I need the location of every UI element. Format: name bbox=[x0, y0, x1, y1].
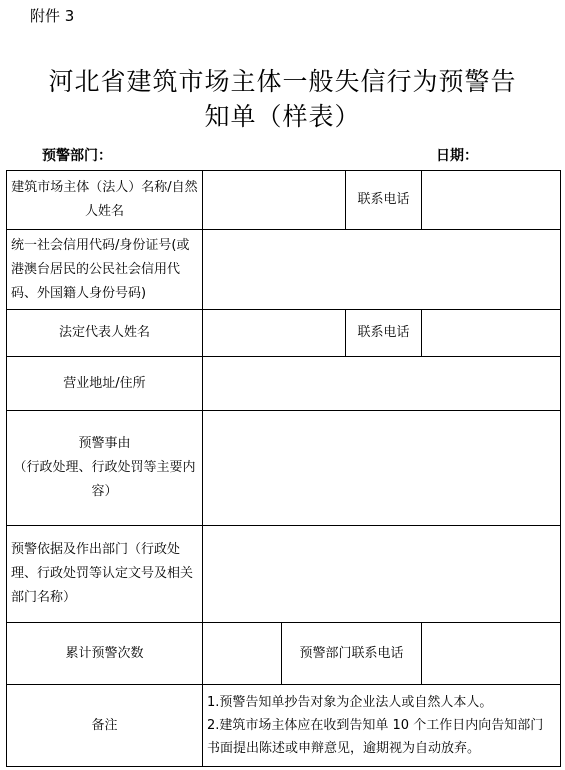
credit-code-label-cell: 统一社会信用代码/身份证号(或港澳台居民的公民社会信用代码、外国籍人身份号码) bbox=[7, 230, 203, 310]
dept-phone-label-cell: 预警部门联系电话 bbox=[282, 623, 422, 685]
remark-label-cell: 备注 bbox=[7, 685, 203, 767]
table-row bbox=[7, 623, 561, 685]
warning-reason-value-cell[interactable] bbox=[203, 411, 561, 526]
warning-notice-form-table bbox=[6, 170, 561, 767]
form-title-line-1: 河北省建筑市场主体一般失信行为预警告 bbox=[48, 67, 517, 96]
remark-notes-cell bbox=[203, 685, 561, 767]
table-row bbox=[7, 411, 561, 526]
form-title-line-2: 知单（样表） bbox=[204, 102, 361, 131]
table-row bbox=[7, 310, 561, 357]
entity-name-label-cell: 建筑市场主体（法人）名称/自然人姓名 bbox=[7, 171, 203, 230]
address-label-cell: 营业地址/住所 bbox=[7, 357, 203, 411]
contact-phone-label-cell: 联系电话 bbox=[346, 171, 422, 230]
warning-count-value-cell[interactable] bbox=[203, 623, 282, 685]
address-value-cell[interactable] bbox=[203, 357, 561, 411]
contact-phone-value-cell-2[interactable] bbox=[422, 310, 561, 357]
remark-note-2: 2.建筑市场主体应在收到告知单 10 个工作日内向告知部门书面提出陈述或申辩意见，逾期视为自动放弃。 bbox=[207, 718, 544, 756]
dept-phone-value-cell[interactable] bbox=[422, 623, 561, 685]
warning-reason-label-cell bbox=[7, 411, 203, 526]
contact-phone-value-cell[interactable] bbox=[422, 171, 561, 230]
table-row bbox=[7, 526, 561, 623]
warning-reason-subtitle: （行政处理、行政处罚等主要内容） bbox=[13, 460, 196, 499]
table-row bbox=[7, 171, 561, 230]
contact-phone-label-cell-2: 联系电话 bbox=[346, 310, 422, 357]
remark-note-1: 1.预警告知单抄告对象为企业法人或自然人本人。 bbox=[207, 695, 493, 710]
table-row bbox=[7, 685, 561, 767]
basis-value-cell[interactable] bbox=[203, 526, 561, 623]
credit-code-value-cell[interactable] bbox=[203, 230, 561, 310]
table-row bbox=[7, 230, 561, 310]
table-row bbox=[7, 357, 561, 411]
warning-count-label-cell: 累计预警次数 bbox=[7, 623, 203, 685]
legal-rep-label-cell: 法定代表人姓名 bbox=[7, 310, 203, 357]
warning-reason-title: 预警事由 bbox=[78, 436, 131, 451]
date-label: 日期： bbox=[436, 148, 478, 164]
attachment-label: 附件 3 bbox=[30, 7, 75, 25]
warning-dept-label: 预警部门： bbox=[42, 148, 112, 164]
basis-label-cell: 预警依据及作出部门（行政处理、行政处罚等认定文号及相关部门名称） bbox=[7, 526, 203, 623]
entity-name-value-cell[interactable] bbox=[203, 171, 346, 230]
legal-rep-value-cell[interactable] bbox=[203, 310, 346, 357]
